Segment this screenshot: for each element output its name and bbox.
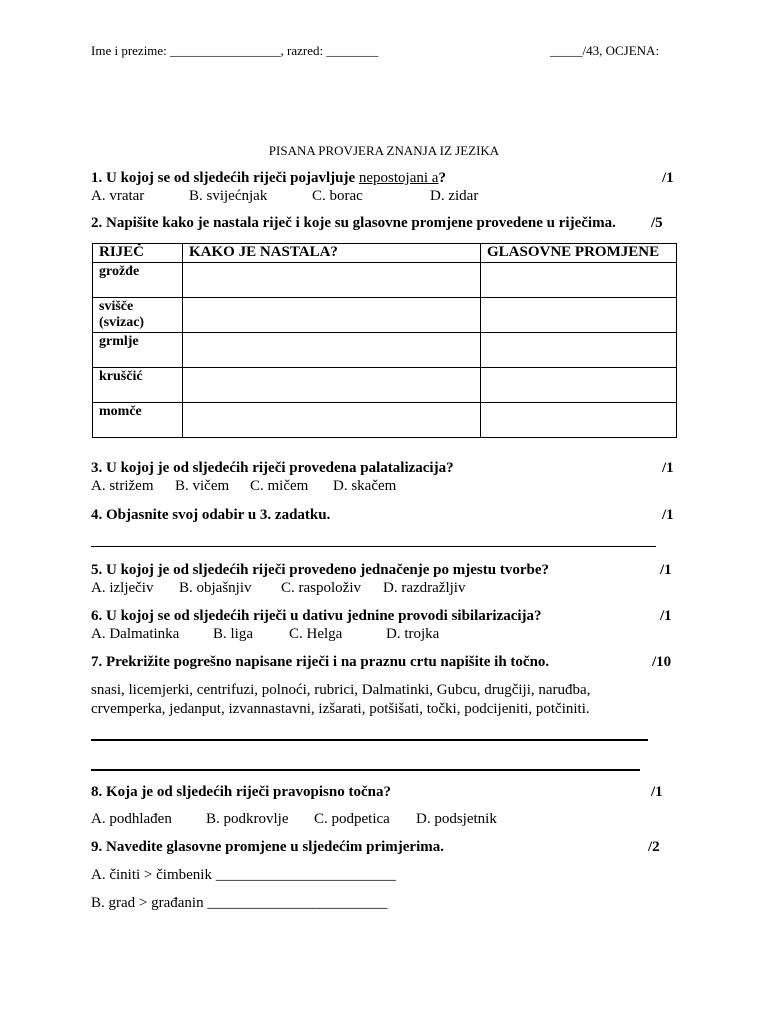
question-4-text: 4. Objasnite svoj odabir u 3. zadatku.	[91, 507, 331, 523]
table-row	[93, 368, 677, 403]
q6-option-a[interactable]: A. Dalmatinka	[91, 626, 180, 642]
sound-changes-answer-cell[interactable]	[481, 333, 677, 368]
table-row	[93, 298, 677, 333]
q7-word-list	[91, 681, 691, 718]
question-6-text: 6. U kojoj se od sljedećih riječi u dativu jednine provodi sibilarizacija?	[91, 608, 542, 624]
question-1-mark: ?	[438, 170, 446, 186]
word-cell: kruščić	[99, 369, 143, 384]
word-cell: momče	[99, 404, 142, 419]
formation-answer-cell[interactable]	[183, 403, 481, 438]
header-sound-changes: GLASOVNE PROMJENE	[481, 244, 677, 263]
q1-option-c[interactable]: C. borac	[312, 188, 363, 204]
formation-answer-cell[interactable]	[183, 368, 481, 403]
question-1	[91, 170, 446, 187]
question-8-points: /1	[651, 784, 663, 800]
formation-answer-cell[interactable]	[183, 333, 481, 368]
word-cell: svišče	[99, 299, 134, 314]
table-header-row	[93, 244, 677, 263]
q1-option-b[interactable]: B. svijećnjak	[189, 188, 268, 204]
question-1-text: 1. U kojoj se od sljedećih riječi pojavljuje	[91, 170, 359, 186]
q1-option-d[interactable]: D. zidar	[430, 188, 479, 204]
question-4-points: /1	[662, 507, 674, 523]
question-3-text: 3. U kojoj je od sljedećih riječi provedena palatalizacija?	[91, 460, 454, 476]
question-1-points: /1	[662, 170, 674, 186]
q5-option-d[interactable]: D. razdražljiv	[383, 580, 466, 596]
q3-option-b[interactable]: B. vičem	[175, 478, 230, 494]
question-9-points: /2	[648, 839, 660, 855]
q8-option-a[interactable]: A. podhlađen	[91, 811, 172, 827]
sound-changes-answer-cell[interactable]	[481, 263, 677, 298]
question-9-text: 9. Navedite glasovne promjene u sljedećim primjerima.	[91, 839, 444, 855]
word-cell: grožđe	[99, 264, 140, 279]
page-title: PISANA PROVJERA ZNANJA IZ JEZIKA	[268, 143, 500, 158]
question-1-underlined: nepostojani a	[358, 170, 439, 186]
q5-option-b[interactable]: B. objašnjiv	[179, 580, 252, 596]
q7-words-line-2: crvemperka, jedanput, izvannastavni, izšarati, potšišati, točki, podcijeniti, potčiniti.	[91, 700, 590, 717]
q6-option-c[interactable]: C. Helga	[289, 626, 343, 642]
q8-option-b[interactable]: B. podkrovlje	[206, 811, 289, 827]
question-2-text: 2. Napišite kako je nastala riječ i koje su glasovne promjene provedene u riječima.	[91, 215, 616, 231]
q3-option-c[interactable]: C. mičem	[250, 478, 309, 494]
q3-option-a[interactable]: A. strižem	[91, 478, 154, 494]
question-7-points: /10	[652, 654, 672, 670]
sound-changes-answer-cell[interactable]	[481, 298, 677, 333]
answer-line-q7-1[interactable]	[91, 739, 648, 741]
question-5-points: /1	[660, 562, 672, 578]
formation-answer-cell[interactable]	[183, 298, 481, 333]
sound-changes-answer-cell[interactable]	[481, 368, 677, 403]
header-formation: KAKO JE NASTALA?	[183, 244, 481, 263]
q5-option-c[interactable]: C. raspoloživ	[281, 580, 361, 596]
word-cell: grmlje	[99, 334, 139, 349]
q3-option-d[interactable]: D. skačem	[333, 478, 397, 494]
name-class-field: Ime i prezime: _________________, razred: ________	[91, 43, 379, 58]
question-5-text: 5. U kojoj je od sljedećih riječi provedeno jednačenje po mjestu tvorbe?	[91, 562, 549, 578]
q8-option-c[interactable]: C. podpetica	[314, 811, 390, 827]
q1-option-a[interactable]: A. vratar	[91, 188, 145, 204]
word-formation-table	[92, 243, 677, 438]
question-6-points: /1	[660, 608, 672, 624]
header-word: RIJEČ	[93, 244, 183, 263]
q7-words-line-1: snasi, licemjerki, centrifuzi, polnoći, rubrici, Dalmatinki, Gubcu, drugčiji, naruđba,	[91, 682, 591, 698]
q8-option-d[interactable]: D. podsjetnik	[416, 811, 497, 827]
formation-answer-cell[interactable]	[183, 263, 481, 298]
sound-changes-answer-cell[interactable]	[481, 403, 677, 438]
question-8-text: 8. Koja je od sljedećih riječi pravopisno točna?	[91, 784, 391, 800]
question-3-points: /1	[662, 460, 674, 476]
q5-option-a[interactable]: A. izlječiv	[91, 580, 154, 596]
answer-line-q7-2[interactable]	[91, 769, 640, 771]
table-row	[93, 263, 677, 298]
q6-option-b[interactable]: B. liga	[213, 626, 253, 642]
answer-line-q4[interactable]	[91, 546, 656, 547]
table-row	[93, 403, 677, 438]
word-extra: (svizac)	[99, 315, 145, 330]
score-grade-field: _____/43, OCJENA:	[550, 43, 660, 58]
q6-option-d[interactable]: D. trojka	[386, 626, 440, 642]
table-row	[93, 333, 677, 368]
question-2-points: /5	[651, 215, 663, 231]
q9-item-b[interactable]: B. grad > građanin ________________________	[91, 895, 388, 911]
q9-item-a[interactable]: A. činiti > čimbenik ________________________	[91, 867, 396, 883]
question-7-text: 7. Prekrižite pogrešno napisane riječi i na praznu crtu napišite ih točno.	[91, 654, 550, 670]
